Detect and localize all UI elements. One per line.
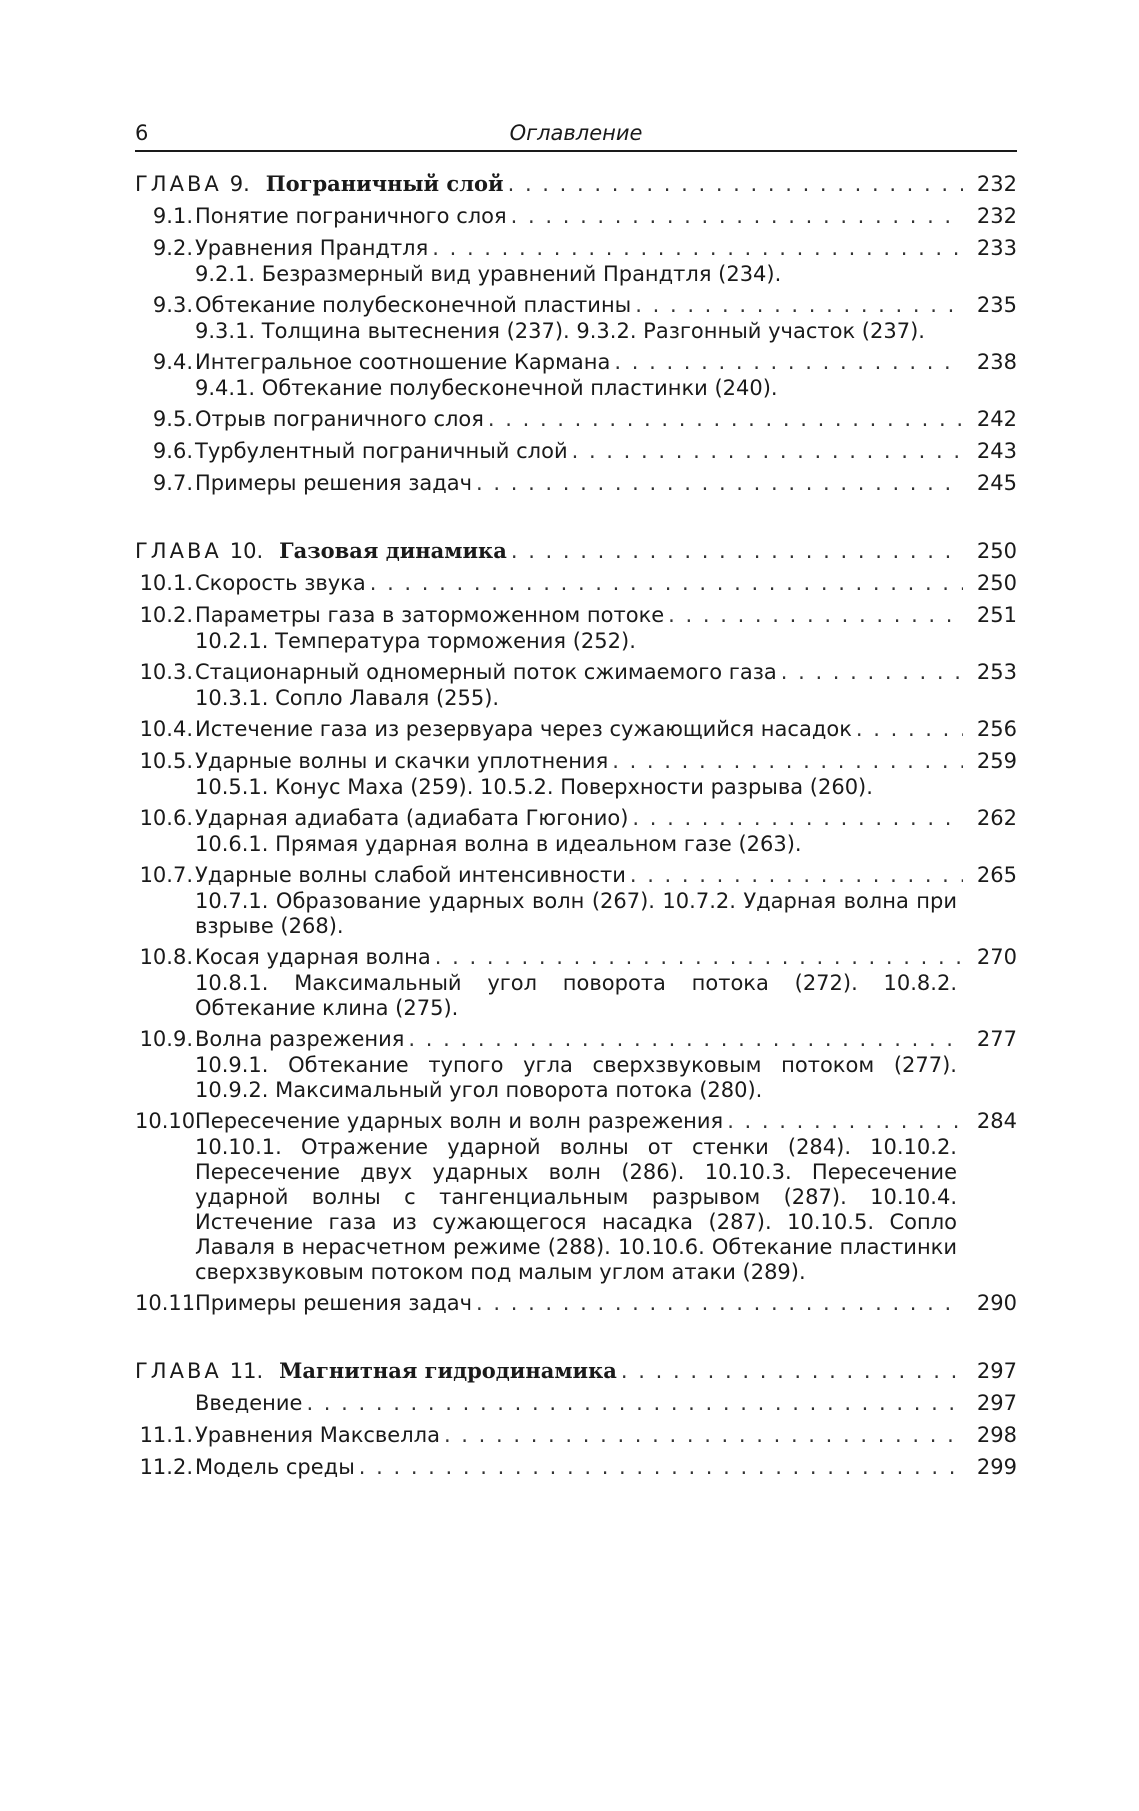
section-number: 11.1. bbox=[139, 1423, 193, 1447]
section-title: Ударные волны и скачки уплотнения bbox=[195, 749, 609, 773]
dot-leader bbox=[444, 1421, 963, 1449]
subsection-list: 10.10.1. Отражение ударной волны от стенки (284). 10.10.2. Пересечение двух ударных волн (286). 10.10.3. Пересечение ударной волны с тангенциальным разрывом (287). 10.10.4. Истечение газа из сужающегося насадка (287). 10.10.5. Сопло Лаваля в нерасчетном режиме (288). 10.10.6. Обтекание пластинки сверхзвуковым потоком под малым углом атаки (289). bbox=[195, 1135, 957, 1284]
dot-leader bbox=[856, 715, 963, 743]
section-title: Ударные волны слабой интенсивности bbox=[195, 863, 626, 887]
section-number: 10.6. bbox=[139, 806, 193, 830]
subsection-list: 10.8.1. Максимальный угол поворота потока (272). 10.8.2. Обтекание клина (275). bbox=[195, 971, 957, 1020]
dot-leader bbox=[435, 943, 963, 971]
section-title: Пересечение ударных волн и волн разрежения bbox=[195, 1109, 724, 1133]
subsection-list: 9.2.1. Безразмерный вид уравнений Прандтля (234). bbox=[195, 262, 782, 286]
chapter-word: ГЛАВА bbox=[135, 172, 222, 196]
section-page: 299 bbox=[976, 1455, 1017, 1479]
dot-leader bbox=[476, 469, 963, 497]
section-number: 10.7. bbox=[139, 863, 193, 887]
toc-entry[interactable] bbox=[135, 1453, 1017, 1481]
subsection-list: 9.3.1. Толщина вытеснения (237). 9.3.2. Разгонный участок (237). bbox=[195, 319, 925, 343]
toc-entry[interactable] bbox=[135, 601, 1017, 629]
chapter-page: 250 bbox=[976, 539, 1017, 563]
chapter-page: 297 bbox=[976, 1359, 1017, 1383]
subsection-list: 10.3.1. Сопло Лаваля (255). bbox=[195, 686, 500, 710]
section-number: 9.5. bbox=[152, 407, 193, 431]
toc-entry[interactable] bbox=[135, 437, 1017, 465]
section-title: Уравнения Прандтля bbox=[195, 236, 429, 260]
chapter-number: 11. bbox=[229, 1359, 264, 1383]
section-page: 256 bbox=[976, 717, 1017, 741]
section-number: 9.4. bbox=[152, 350, 193, 374]
chapter-gap bbox=[135, 1317, 1017, 1347]
subsection-list: 10.7.1. Образование ударных волн (267). 10.7.2. Ударная волна при взрыве (268). bbox=[195, 889, 957, 938]
chapter-title: Газовая динамика bbox=[279, 538, 507, 563]
section-title: Косая ударная волна bbox=[195, 945, 431, 969]
toc-entry[interactable] bbox=[135, 1421, 1017, 1449]
toc-entry[interactable] bbox=[135, 234, 1017, 262]
section-title: Турбулентный пограничный слой bbox=[195, 439, 568, 463]
section-number: 10.9. bbox=[139, 1027, 193, 1051]
section-page: 290 bbox=[976, 1291, 1017, 1315]
section-number: 9.7. bbox=[152, 471, 193, 495]
dot-leader bbox=[306, 1389, 963, 1417]
toc-entry[interactable] bbox=[135, 469, 1017, 497]
dot-leader bbox=[476, 1289, 963, 1317]
running-header bbox=[135, 118, 1017, 148]
subsection-list: 10.9.1. Обтекание тупого угла сверхзвуковым потоком (277). 10.9.2. Максимальный угол поворота потока (280). bbox=[195, 1053, 957, 1102]
dot-leader bbox=[432, 234, 963, 262]
subsection-list: 10.2.1. Температура торможения (252). bbox=[195, 629, 636, 653]
page-number: 6 bbox=[135, 121, 149, 145]
section-title: Параметры газа в заторможенном потоке bbox=[195, 603, 665, 627]
section-title: Примеры решения задач bbox=[195, 1291, 473, 1315]
section-page: 235 bbox=[976, 293, 1017, 317]
toc-entry[interactable] bbox=[135, 405, 1017, 433]
chapter-word: ГЛАВА bbox=[135, 539, 222, 563]
section-number: 11.2. bbox=[139, 1455, 193, 1479]
section-title: Обтекание полубесконечной пластины bbox=[195, 293, 632, 317]
toc-page bbox=[135, 118, 1017, 1481]
chapter-title: Магнитная гидродинамика bbox=[279, 1358, 617, 1383]
chapter-heading[interactable] bbox=[135, 537, 1017, 565]
subsection-list: 10.5.1. Конус Маха (259). 10.5.2. Поверхности разрыва (260). bbox=[195, 775, 873, 799]
section-title: Волна разрежения bbox=[195, 1027, 405, 1051]
toc-entry[interactable] bbox=[135, 1289, 1017, 1317]
subsection-list: 9.4.1. Обтекание полубесконечной пластинки (240). bbox=[195, 376, 778, 400]
chapter-page: 232 bbox=[976, 172, 1017, 196]
section-page: 232 bbox=[976, 204, 1017, 228]
section-number: 10.1. bbox=[139, 571, 193, 595]
chapter-heading[interactable] bbox=[135, 170, 1017, 198]
section-number: 10.2. bbox=[139, 603, 193, 627]
dot-leader bbox=[621, 1357, 963, 1385]
section-title: Примеры решения задач bbox=[195, 471, 473, 495]
section-number: 10.11. bbox=[135, 1291, 202, 1315]
section-page: 270 bbox=[976, 945, 1017, 969]
toc-entry[interactable] bbox=[135, 861, 1017, 889]
section-page: 233 bbox=[976, 236, 1017, 260]
section-number: 10.4. bbox=[139, 717, 193, 741]
section-number: 9.1. bbox=[152, 204, 193, 228]
header-title: Оглавление bbox=[509, 121, 643, 145]
section-number: 9.3. bbox=[152, 293, 193, 317]
section-page: 259 bbox=[976, 749, 1017, 773]
dot-leader bbox=[572, 437, 963, 465]
toc-entry[interactable] bbox=[135, 1107, 1017, 1135]
dot-leader bbox=[727, 1107, 963, 1135]
dot-leader bbox=[781, 658, 963, 686]
section-page: 265 bbox=[976, 863, 1017, 887]
section-number: 9.6. bbox=[152, 439, 193, 463]
section-number: 10.8. bbox=[139, 945, 193, 969]
section-number: 9.2. bbox=[152, 236, 193, 260]
section-page: 245 bbox=[976, 471, 1017, 495]
toc-entry[interactable] bbox=[135, 202, 1017, 230]
toc-entry[interactable] bbox=[135, 1025, 1017, 1053]
dot-leader bbox=[370, 569, 963, 597]
section-page: 284 bbox=[976, 1109, 1017, 1133]
section-page: 238 bbox=[976, 350, 1017, 374]
section-page: 277 bbox=[976, 1027, 1017, 1051]
dot-leader bbox=[408, 1025, 963, 1053]
section-page: 242 bbox=[976, 407, 1017, 431]
chapter-title: Пограничный слой bbox=[265, 171, 504, 196]
section-number: 10.10. bbox=[135, 1109, 202, 1133]
section-title: Интегральное соотношение Кармана bbox=[195, 350, 611, 374]
chapter-gap bbox=[135, 497, 1017, 527]
section-title: Введение bbox=[195, 1391, 303, 1415]
dot-leader bbox=[612, 747, 963, 775]
dot-leader bbox=[511, 537, 963, 565]
dot-leader bbox=[614, 348, 963, 376]
section-title: Отрыв пограничного слоя bbox=[195, 407, 484, 431]
toc-entry[interactable] bbox=[135, 291, 1017, 319]
chapter-number: 10. bbox=[229, 539, 264, 563]
subsection-list: 10.6.1. Прямая ударная волна в идеальном газе (263). bbox=[195, 832, 802, 856]
chapter-word: ГЛАВА bbox=[135, 1359, 222, 1383]
chapter-heading[interactable] bbox=[135, 1357, 1017, 1385]
section-title: Понятие пограничного слоя bbox=[195, 204, 507, 228]
dot-leader bbox=[488, 405, 963, 433]
section-page: 250 bbox=[976, 571, 1017, 595]
toc-entry[interactable] bbox=[135, 658, 1017, 686]
header-rule bbox=[135, 150, 1017, 152]
table-of-contents bbox=[135, 170, 1017, 1481]
dot-leader bbox=[668, 601, 963, 629]
dot-leader bbox=[359, 1453, 963, 1481]
toc-entry[interactable] bbox=[135, 348, 1017, 376]
section-page: 243 bbox=[976, 439, 1017, 463]
section-page: 262 bbox=[976, 806, 1017, 830]
section-page: 253 bbox=[976, 660, 1017, 684]
section-title: Скорость звука bbox=[195, 571, 366, 595]
section-page: 251 bbox=[976, 603, 1017, 627]
section-number: 10.3. bbox=[139, 660, 193, 684]
section-title: Истечение газа из резервуара через сужающийся насадок bbox=[195, 717, 852, 741]
dot-leader bbox=[635, 291, 963, 319]
section-page: 298 bbox=[976, 1423, 1017, 1447]
section-number: 10.5. bbox=[139, 749, 193, 773]
toc-entry[interactable] bbox=[135, 804, 1017, 832]
dot-leader bbox=[630, 861, 963, 889]
section-title: Стационарный одномерный поток сжимаемого газа bbox=[195, 660, 777, 684]
toc-entry[interactable] bbox=[135, 1389, 1017, 1417]
toc-entry[interactable] bbox=[135, 943, 1017, 971]
toc-entry[interactable] bbox=[135, 747, 1017, 775]
dot-leader bbox=[508, 170, 963, 198]
section-page: 297 bbox=[976, 1391, 1017, 1415]
section-title: Ударная адиабата (адиабата Гюгонио) bbox=[195, 806, 629, 830]
toc-entry[interactable] bbox=[135, 715, 1017, 743]
section-title: Модель среды bbox=[195, 1455, 355, 1479]
section-title: Уравнения Максвелла bbox=[195, 1423, 440, 1447]
dot-leader bbox=[632, 804, 963, 832]
chapter-number: 9. bbox=[229, 172, 250, 196]
dot-leader bbox=[511, 202, 963, 230]
toc-entry[interactable] bbox=[135, 569, 1017, 597]
